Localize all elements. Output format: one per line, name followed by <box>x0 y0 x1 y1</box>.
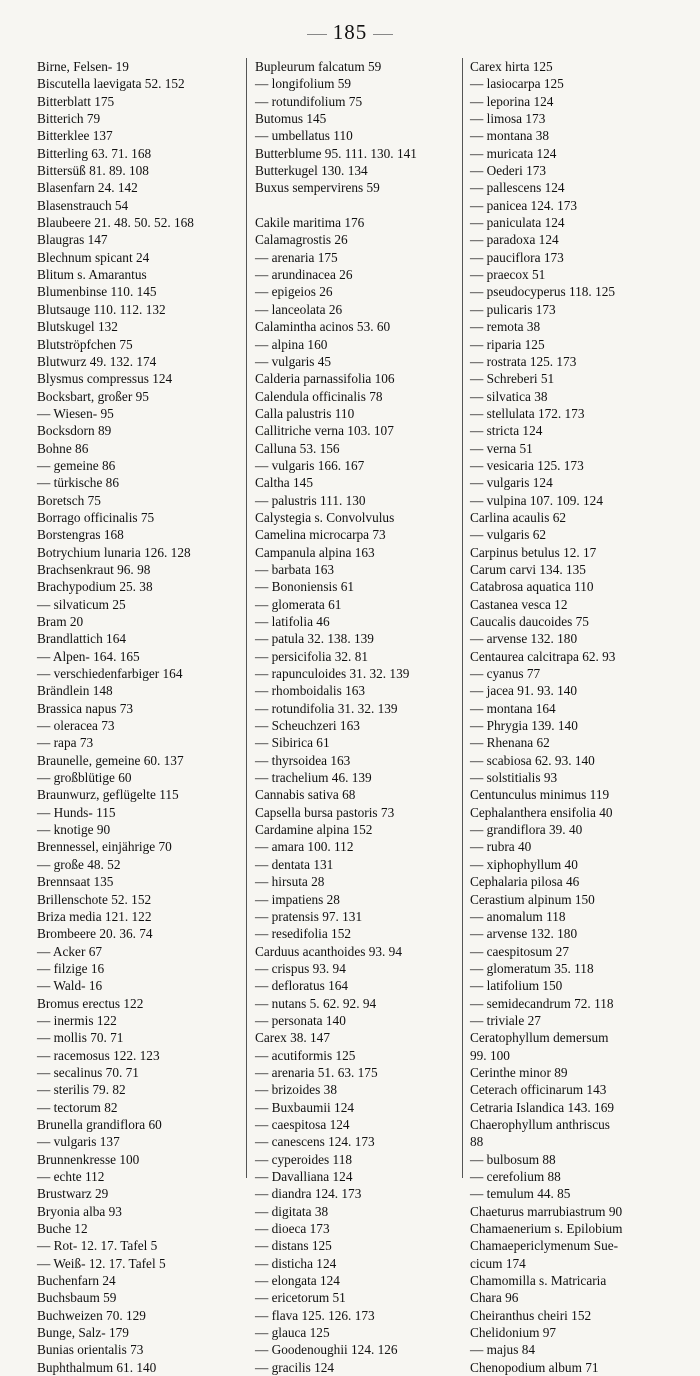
index-entry: — leporina 124 <box>470 93 554 109</box>
index-entry: — disticha 124 <box>255 1255 337 1271</box>
index-entry: — knotige 90 <box>37 822 111 838</box>
index-entry: — vesicaria 125. 173 <box>470 457 584 473</box>
index-entry: — großblütige 60 <box>37 770 132 786</box>
index-entry: Buphthalmum 61. 140 <box>37 1359 157 1375</box>
index-entry: — Bononiensis 61 <box>255 579 354 595</box>
index-entry: Chelidonium 97 <box>470 1325 557 1341</box>
index-entry: cicum 174 <box>470 1255 526 1271</box>
index-entry: — Wiesen- 95 <box>37 405 114 421</box>
index-entry: — Buxbaumii 124 <box>255 1099 354 1115</box>
index-entry: — alpina 160 <box>255 336 328 352</box>
index-entry: Blutwurz 49. 132. 174 <box>37 353 157 369</box>
index-entry: Brandlattich 164 <box>37 631 126 647</box>
index-entry: — amara 100. 112 <box>255 839 354 855</box>
index-entry: — arenaria 51. 63. 175 <box>255 1064 378 1080</box>
index-entry: Cerinthe minor 89 <box>470 1064 568 1080</box>
index-entry: — vulgaris 62 <box>470 527 547 543</box>
index-entry: Calystegia s. Convolvulus <box>255 509 395 525</box>
index-entry: — bulbosum 88 <box>470 1151 556 1167</box>
index-entry: — arundinacea 26 <box>255 267 353 283</box>
index-entry: Blaubeere 21. 48. 50. 52. 168 <box>37 215 194 231</box>
index-entry: Blutströpfchen 75 <box>37 336 133 352</box>
index-entry: — gemeine 86 <box>37 457 116 473</box>
column-divider-2 <box>462 58 463 1178</box>
index-entry: — rapa 73 <box>37 735 94 751</box>
index-entry: Briza media 121. 122 <box>37 908 152 924</box>
index-entry: Chaerophyllum anthriscus <box>470 1116 610 1132</box>
page-number-dash-right <box>373 34 393 35</box>
index-entry: — persicifolia 32. 81 <box>255 648 368 664</box>
index-entry: Castanea vesca 12 <box>470 596 568 612</box>
index-entry: Blaugras 147 <box>37 232 108 248</box>
index-entry: Brustwarz 29 <box>37 1186 109 1202</box>
index-entry: Caucalis daucoides 75 <box>470 614 589 629</box>
index-entry: — Oederi 173 <box>470 163 547 179</box>
index-entry: Butterkugel 130. 134 <box>255 163 368 179</box>
index-entry: — cerefolium 88 <box>470 1169 561 1184</box>
index-entry: Ceterach officinarum 143 <box>470 1082 607 1098</box>
index-entry: — barbata 163 <box>255 561 335 577</box>
index-entry: — defloratus 164 <box>255 978 349 994</box>
index-entry: Brassica napus 73 <box>37 700 134 716</box>
index-entry: — Acker 67 <box>37 943 102 959</box>
index-entry: Brachypodium 25. 38 <box>37 579 153 595</box>
page-number-dash-left <box>307 34 327 35</box>
index-entry: Calamagrostis 26 <box>255 232 348 248</box>
index-entry: Bitterblatt 175 <box>37 93 115 109</box>
index-entry: Cannabis sativa 68 <box>255 787 356 803</box>
page-number <box>0 20 700 45</box>
index-entry: Cephalaria pilosa 46 <box>470 874 580 890</box>
index-column-1 <box>37 58 240 1376</box>
index-entry: Braunwurz, geflügelte 115 <box>37 787 179 803</box>
index-entry: — Rot- 12. 17. Tafel 5 <box>37 1238 158 1254</box>
index-entry: Cetraria Islandica 143. 169 <box>470 1099 614 1115</box>
index-entry: — sterilis 79. 82 <box>37 1082 126 1098</box>
index-entry: Butterblume 95. 111. 130. 141 <box>255 145 417 161</box>
index-entry: Blasenfarn 24. 142 <box>37 180 138 196</box>
index-entry: Ceratophyllum demersum <box>470 1030 609 1046</box>
index-entry: — Davalliana 124 <box>255 1169 353 1184</box>
index-entry: Carlina acaulis 62 <box>470 509 566 525</box>
index-entry: — silvaticum 25 <box>37 596 126 612</box>
index-entry: — vulgaris 45 <box>255 353 332 369</box>
index-entry: Buchweizen 70. 129 <box>37 1307 146 1323</box>
index-entry: — riparia 125 <box>470 336 545 352</box>
index-entry: Brunella grandiflora 60 <box>37 1116 162 1132</box>
index-entry: — palustris 111. 130 <box>255 492 366 508</box>
index-entry: Brombeere 20. 36. 74 <box>37 926 153 942</box>
index-entry: Bram 20 <box>37 614 84 629</box>
index-entry: — temulum 44. 85 <box>470 1186 571 1202</box>
index-entry: — rhomboidalis 163 <box>255 683 366 699</box>
index-entry: — grandiflora 39. 40 <box>470 822 583 838</box>
index-entry: Bocksdorn 89 <box>37 423 112 439</box>
index-entry: — diandra 124. 173 <box>255 1186 362 1202</box>
index-entry: — Weiß- 12. 17. Tafel 5 <box>37 1255 166 1271</box>
index-entry: Blasenstrauch 54 <box>37 197 129 213</box>
index-entry: — panicea 124. 173 <box>470 197 578 213</box>
index-entry: — limosa 173 <box>470 111 546 127</box>
index-entry: — pratensis 97. 131 <box>255 908 363 924</box>
index-entry: — pallescens 124 <box>470 180 565 196</box>
index-entry: — racemosus 122. 123 <box>37 1047 160 1063</box>
index-entry: — nutans 5. 62. 92. 94 <box>255 995 377 1011</box>
index-entry: — Phrygia 139. 140 <box>470 718 578 734</box>
index-entry: — große 48. 52 <box>37 856 121 872</box>
index-entry: — canescens 124. 173 <box>255 1134 375 1150</box>
index-entry: Blitum s. Amarantus <box>37 267 147 283</box>
index-entry: — rubra 40 <box>470 839 532 855</box>
index-entry: — rapunculoides 31. 32. 139 <box>255 666 410 682</box>
index-entry: Bohne 86 <box>37 440 89 456</box>
index-entry: — glauca 125 <box>255 1325 330 1341</box>
index-entry: — muricata 124 <box>470 145 557 161</box>
index-entry: — paradoxa 124 <box>470 232 559 248</box>
index-entry: — scabiosa 62. 93. 140 <box>470 752 595 768</box>
index-entry: Chamaenerium s. Epilobium <box>470 1221 623 1237</box>
index-entry: Bunias orientalis 73 <box>37 1342 144 1358</box>
index-entry: Blechnum spicant 24 <box>37 249 150 265</box>
index-entry: — cyperoides 118 <box>255 1151 352 1167</box>
index-entry: — echte 112 <box>37 1169 105 1184</box>
index-entry: Calderia parnassifolia 106 <box>255 371 395 387</box>
index-entry: — caespitosum 27 <box>470 943 569 959</box>
index-entry: — praecox 51 <box>470 267 546 283</box>
index-entry: — Schreberi 51 <box>470 371 555 387</box>
index-entry: — montana 38 <box>470 128 550 144</box>
index-entry: — dentata 131 <box>255 856 334 872</box>
index-entry: — remota 38 <box>470 319 541 335</box>
index-entry: — paniculata 124 <box>470 215 565 231</box>
index-entry: — anomalum 118 <box>470 908 566 924</box>
index-entry: Bitterklee 137 <box>37 128 113 144</box>
index-entry: — Wald- 16 <box>37 978 103 994</box>
index-entry: — lanceolata 26 <box>255 301 343 317</box>
index-entry: — vulgaris 124 <box>470 475 553 491</box>
index-entry: 88 <box>470 1134 484 1150</box>
index-entry: — lasiocarpa 125 <box>470 76 564 92</box>
index-entry: Centunculus minimus 119 <box>470 787 610 803</box>
index-entry: — jacea 91. 93. 140 <box>470 683 578 699</box>
index-entry: Bitterling 63. 71. 168 <box>37 145 152 161</box>
index-entry <box>255 197 457 214</box>
index-entry: Braunelle, gemeine 60. 137 <box>37 752 184 768</box>
index-entry: Centaurea calcitrapa 62. 93 <box>470 648 616 664</box>
index-entry: Bromus erectus 122 <box>37 995 144 1011</box>
index-entry: Blutsauge 110. 112. 132 <box>37 301 166 317</box>
index-entry: — inermis 122 <box>37 1012 117 1028</box>
index-entry: — trachelium 46. 139 <box>255 770 372 786</box>
index-entry: — oleracea 73 <box>37 718 115 734</box>
index-entry: Buchsbaum 59 <box>37 1290 117 1306</box>
index-entry: — dioeca 173 <box>255 1221 330 1237</box>
index-entry: Calendula officinalis 78 <box>255 388 383 404</box>
index-entry: Carduus acanthoides 93. 94 <box>255 943 402 959</box>
index-entry: — silvatica 38 <box>470 388 548 404</box>
index-entry: — epigeios 26 <box>255 284 333 300</box>
index-entry: — arenaria 175 <box>255 249 338 265</box>
index-entry: — semidecandrum 72. 118 <box>470 995 614 1011</box>
index-entry: — arvense 132. 180 <box>470 631 578 647</box>
index-entry: — tectorum 82 <box>37 1099 118 1115</box>
index-entry: Brändlein 148 <box>37 683 113 699</box>
index-entry: — verschiedenfarbiger 164 <box>37 666 183 682</box>
index-entry: — glomerata 61 <box>255 596 342 612</box>
index-entry: — Sibirica 61 <box>255 735 330 751</box>
index-entry: — Alpen- 164. 165 <box>37 648 140 664</box>
index-entry: Bunge, Salz- 179 <box>37 1325 129 1341</box>
index-entry: Butomus 145 <box>255 111 327 127</box>
index-entry: Chaeturus marrubiastrum 90 <box>470 1203 623 1219</box>
index-entry: — Scheuchzeri 163 <box>255 718 360 734</box>
index-entry: — umbellatus 110 <box>255 128 353 144</box>
index-entry: — montana 164 <box>470 700 556 716</box>
index-entry: — vulpina 107. 109. 124 <box>470 492 603 508</box>
index-entry: — thyrsoidea 163 <box>255 752 351 768</box>
index-entry: — Goodenoughii 124. 126 <box>255 1342 398 1358</box>
index-entry: — brizoides 38 <box>255 1082 337 1098</box>
index-entry: — türkische 86 <box>37 475 119 491</box>
index-entry: — vulgaris 166. 167 <box>255 457 365 473</box>
index-entry: — verna 51 <box>470 440 533 456</box>
index-entry: Brachsenkraut 96. 98 <box>37 561 151 577</box>
index-entry: Buche 12 <box>37 1221 88 1237</box>
index-entry: Bupleurum falcatum 59 <box>255 59 382 74</box>
index-entry: Carpinus betulus 12. 17 <box>470 544 597 560</box>
index-entry: — pauciflora 173 <box>470 249 564 265</box>
index-entry: Chamomilla s. Matricaria <box>470 1273 607 1289</box>
index-entry: Bocksbart, großer 95 <box>37 388 149 404</box>
index-entry: Chara 96 <box>470 1290 519 1306</box>
index-entry: — triviale 27 <box>470 1012 541 1028</box>
index-entry: Callitriche verna 103. 107 <box>255 423 394 439</box>
index-entry: — mollis 70. 71 <box>37 1030 124 1046</box>
index-entry: Brennsaat 135 <box>37 874 114 890</box>
index-entry: — elongata 124 <box>255 1273 340 1289</box>
index-entry: Brennessel, einjährige 70 <box>37 839 172 855</box>
index-entry: Blumenbinse 110. 145 <box>37 284 157 300</box>
index-column-2 <box>255 58 457 1376</box>
index-entry: — latifolium 150 <box>470 978 563 994</box>
index-entry: — ericetorum 51 <box>255 1290 346 1306</box>
index-entry: Brillenschote 52. 152 <box>37 891 152 907</box>
index-entry: Cheiranthus cheiri 152 <box>470 1307 592 1323</box>
index-entry: — hirsuta 28 <box>255 874 325 890</box>
index-entry: Carex 38. 147 <box>255 1030 330 1046</box>
index-entry: — rostrata 125. 173 <box>470 353 577 369</box>
index-entry: Cerastium alpinum 150 <box>470 891 595 907</box>
index-entry: Chamaepericlymenum Sue- <box>470 1238 619 1254</box>
index-entry: Cakile maritima 176 <box>255 215 365 231</box>
index-entry: Bitterich 79 <box>37 111 101 127</box>
index-entry: Calluna 53. 156 <box>255 440 340 456</box>
index-entry: Buxus sempervirens 59 <box>255 180 380 196</box>
index-entry: — personata 140 <box>255 1012 346 1028</box>
index-entry: Blysmus compressus 124 <box>37 371 173 387</box>
index-entry: Catabrosa aquatica 110 <box>470 579 594 595</box>
index-entry: — Rhenana 62 <box>470 735 550 751</box>
index-entry: — vulgaris 137 <box>37 1134 120 1150</box>
index-entry: — longifolium 59 <box>255 76 352 92</box>
index-entry: Calla palustris 110 <box>255 405 355 421</box>
index-entry: 99. 100 <box>470 1047 510 1063</box>
index-entry: Bittersüß 81. 89. 108 <box>37 163 149 179</box>
index-entry: — rotundifolium 75 <box>255 93 363 109</box>
index-entry: Boretsch 75 <box>37 492 101 508</box>
index-entry: Blutskugel 132 <box>37 319 118 335</box>
page-number-text: 185 <box>332 20 368 44</box>
column-divider-1 <box>246 58 247 1178</box>
index-entry: — latifolia 46 <box>255 614 330 629</box>
index-entry: — majus 84 <box>470 1342 536 1358</box>
index-entry: Borstengras 168 <box>37 527 124 543</box>
index-entry: — stellulata 172. 173 <box>470 405 585 421</box>
index-entry: Botrychium lunaria 126. 128 <box>37 544 191 560</box>
index-entry: — glomeratum 35. 118 <box>470 960 594 976</box>
index-entry: Bryonia alba 93 <box>37 1203 122 1219</box>
index-entry: — xiphophyllum 40 <box>470 856 578 872</box>
index-entry: Capsella bursa pastoris 73 <box>255 804 395 820</box>
index-entry: Calamintha acinos 53. 60 <box>255 319 391 335</box>
index-entry: Carex hirta 125 <box>470 59 553 74</box>
index-entry: Cephalanthera ensifolia 40 <box>470 804 613 820</box>
index-entry: Campanula alpina 163 <box>255 544 375 560</box>
index-entry: Biscutella laevigata 52. 152 <box>37 76 185 92</box>
index-entry: — acutiformis 125 <box>255 1047 356 1063</box>
index-entry: — pseudocyperus 118. 125 <box>470 284 616 300</box>
index-entry: — filzige 16 <box>37 960 105 976</box>
index-column-3 <box>470 58 695 1376</box>
index-entry: Borrago officinalis 75 <box>37 509 155 525</box>
index-entry: — gracilis 124 <box>255 1359 335 1375</box>
index-entry: — digitata 38 <box>255 1203 329 1219</box>
index-entry: — rotundifolia 31. 32. 139 <box>255 700 398 716</box>
index-entry: — pulicaris 173 <box>470 301 556 317</box>
index-entry: Buchenfarn 24 <box>37 1273 116 1289</box>
index-entry: — stricta 124 <box>470 423 543 439</box>
index-entry: — distans 125 <box>255 1238 332 1254</box>
index-entry: — secalinus 70. 71 <box>37 1064 139 1080</box>
index-entry: Carum carvi 134. 135 <box>470 561 586 577</box>
index-entry: — crispus 93. 94 <box>255 960 346 976</box>
index-entry: — patula 32. 138. 139 <box>255 631 374 647</box>
index-entry: — flava 125. 126. 173 <box>255 1307 375 1323</box>
index-entry: — arvense 132. 180 <box>470 926 578 942</box>
index-entry: — caespitosa 124 <box>255 1116 350 1132</box>
index-entry: Chenopodium album 71 <box>470 1359 599 1375</box>
index-entry: Birne, Felsen- 19 <box>37 59 129 74</box>
index-entry: Caltha 145 <box>255 475 313 491</box>
index-entry: — resedifolia 152 <box>255 926 352 942</box>
index-entry: — Hunds- 115 <box>37 804 116 820</box>
index-entry: — cyanus 77 <box>470 666 541 682</box>
index-entry: — impatiens 28 <box>255 891 340 907</box>
index-entry: Camelina microcarpa 73 <box>255 527 386 543</box>
index-entry: Cardamine alpina 152 <box>255 822 373 838</box>
index-entry: — solstitialis 93 <box>470 770 558 786</box>
index-entry: Brunnenkresse 100 <box>37 1151 140 1167</box>
